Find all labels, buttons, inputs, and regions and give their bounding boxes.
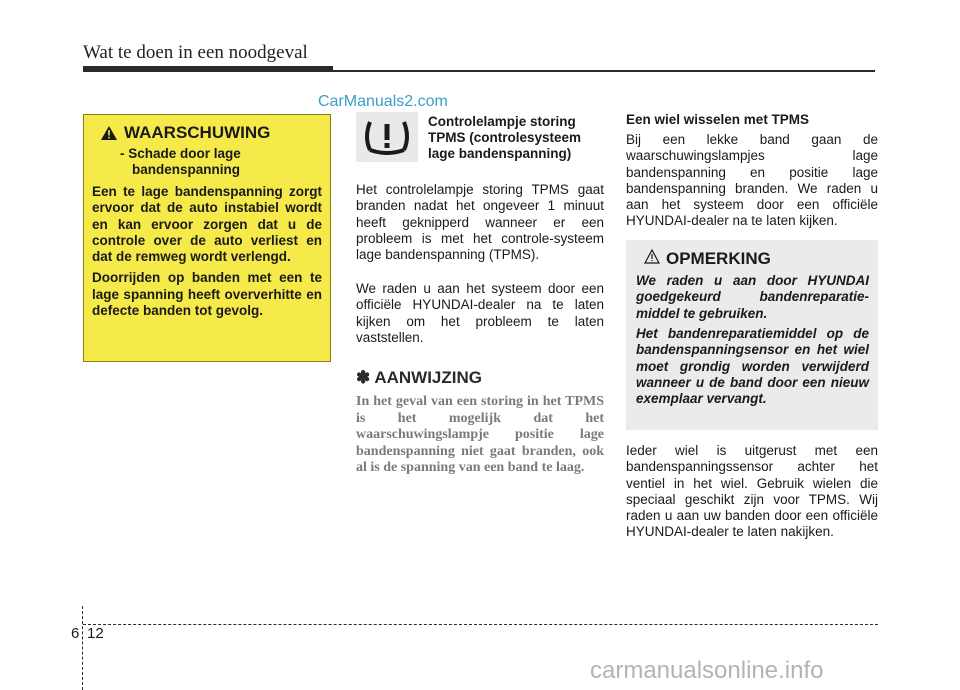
- caution-triangle-icon: [644, 249, 660, 269]
- warning-header: [100, 123, 322, 143]
- tpms-caption: Controlelampje storing TPMS (controlesysteem lage bandenspanning): [428, 114, 582, 161]
- warning-paragraph: Een te lage bandenspanning zorgt ervoor dat de auto instabiel wordt en kan ervoor zorgen dat u de controle over de auto verliest en dat de remweg wordt verlengd.: [92, 184, 322, 265]
- header-bar: [83, 66, 333, 72]
- warning-box: [83, 114, 331, 362]
- wheel-change-paragraph: Bij een lekke band gaan de waarschuwingslampjes lage bandenspanning en positie lage bandenspanning branden. We raden u aan het systeem door een officiële HYUNDAI-dealer na te laten kijken.: [626, 132, 878, 229]
- page-number: 12: [87, 625, 104, 642]
- opmerking-header: [644, 249, 771, 269]
- warning-paragraph: Doorrijden op banden met een te lage spanning heeft oververhitte en defecte banden tot gevolg.: [92, 270, 322, 319]
- wheel-change-heading: Een wiel wisselen met TPMS: [626, 112, 810, 127]
- wheel-change-paragraph: Ieder wiel is uitgerust met een bandenspanningssensor achter het ventiel in het wiel. Gebruik wielen die speciaal geschikt zijn voor TPMS. Wij raden u aan uw banden door een officiële HYUNDAI-dealer te laten nakijken.: [626, 443, 878, 540]
- tpms-warning-light-icon: [356, 112, 418, 162]
- watermark-top: CarManuals2.com: [318, 93, 448, 110]
- header-rule: [333, 70, 875, 72]
- warning-subtitle: [120, 146, 322, 178]
- warning-subtitle-line2: bandenspanning: [132, 162, 240, 177]
- opmerking-paragraph: Het bandenreparatiemiddel op de bandenspanningsensor en het wiel moet grondig worden verwijderd wanneer u de band door een nieuw exemplaar vervangt.: [636, 326, 869, 407]
- footer-rule: [83, 624, 878, 625]
- note-title: ✽ AANWIJZING: [356, 368, 482, 387]
- watermark-bottom: carmanualsonline.info: [590, 657, 824, 684]
- warning-triangle-icon: [100, 125, 118, 141]
- page-header-title: Wat te doen in een noodgeval: [83, 42, 308, 63]
- opmerking-title: OPMERKING: [666, 249, 771, 268]
- warning-title: WAARSCHUWING: [124, 123, 271, 142]
- opmerking-box: [626, 240, 878, 430]
- section-number: 6: [71, 625, 80, 642]
- tpms-paragraph: Het controlelampje storing TPMS gaat branden nadat het ongeveer 1 minuut heeft geknipperd wanneer er een probleem is met het controle-systeem lage bandenspanning (TPMS).: [356, 182, 604, 263]
- footer-divider: [82, 606, 83, 690]
- tpms-paragraph: We raden u aan het systeem door een officiële HYUNDAI-dealer na te laten kijken om het probleem te laten vaststellen.: [356, 281, 604, 345]
- note-text: In het geval van een storing in het TPMS is het mogelijk dat het waarschuwingslampje positie lage bandenspanning niet gaat branden, ook al is de spanning van een band te laag.: [356, 394, 604, 476]
- warning-subtitle-line1: - Schade door lage: [120, 146, 241, 161]
- opmerking-paragraph: We raden u aan door HYUNDAI goedgekeurd bandenreparatie-middel te gebruiken.: [636, 273, 869, 321]
